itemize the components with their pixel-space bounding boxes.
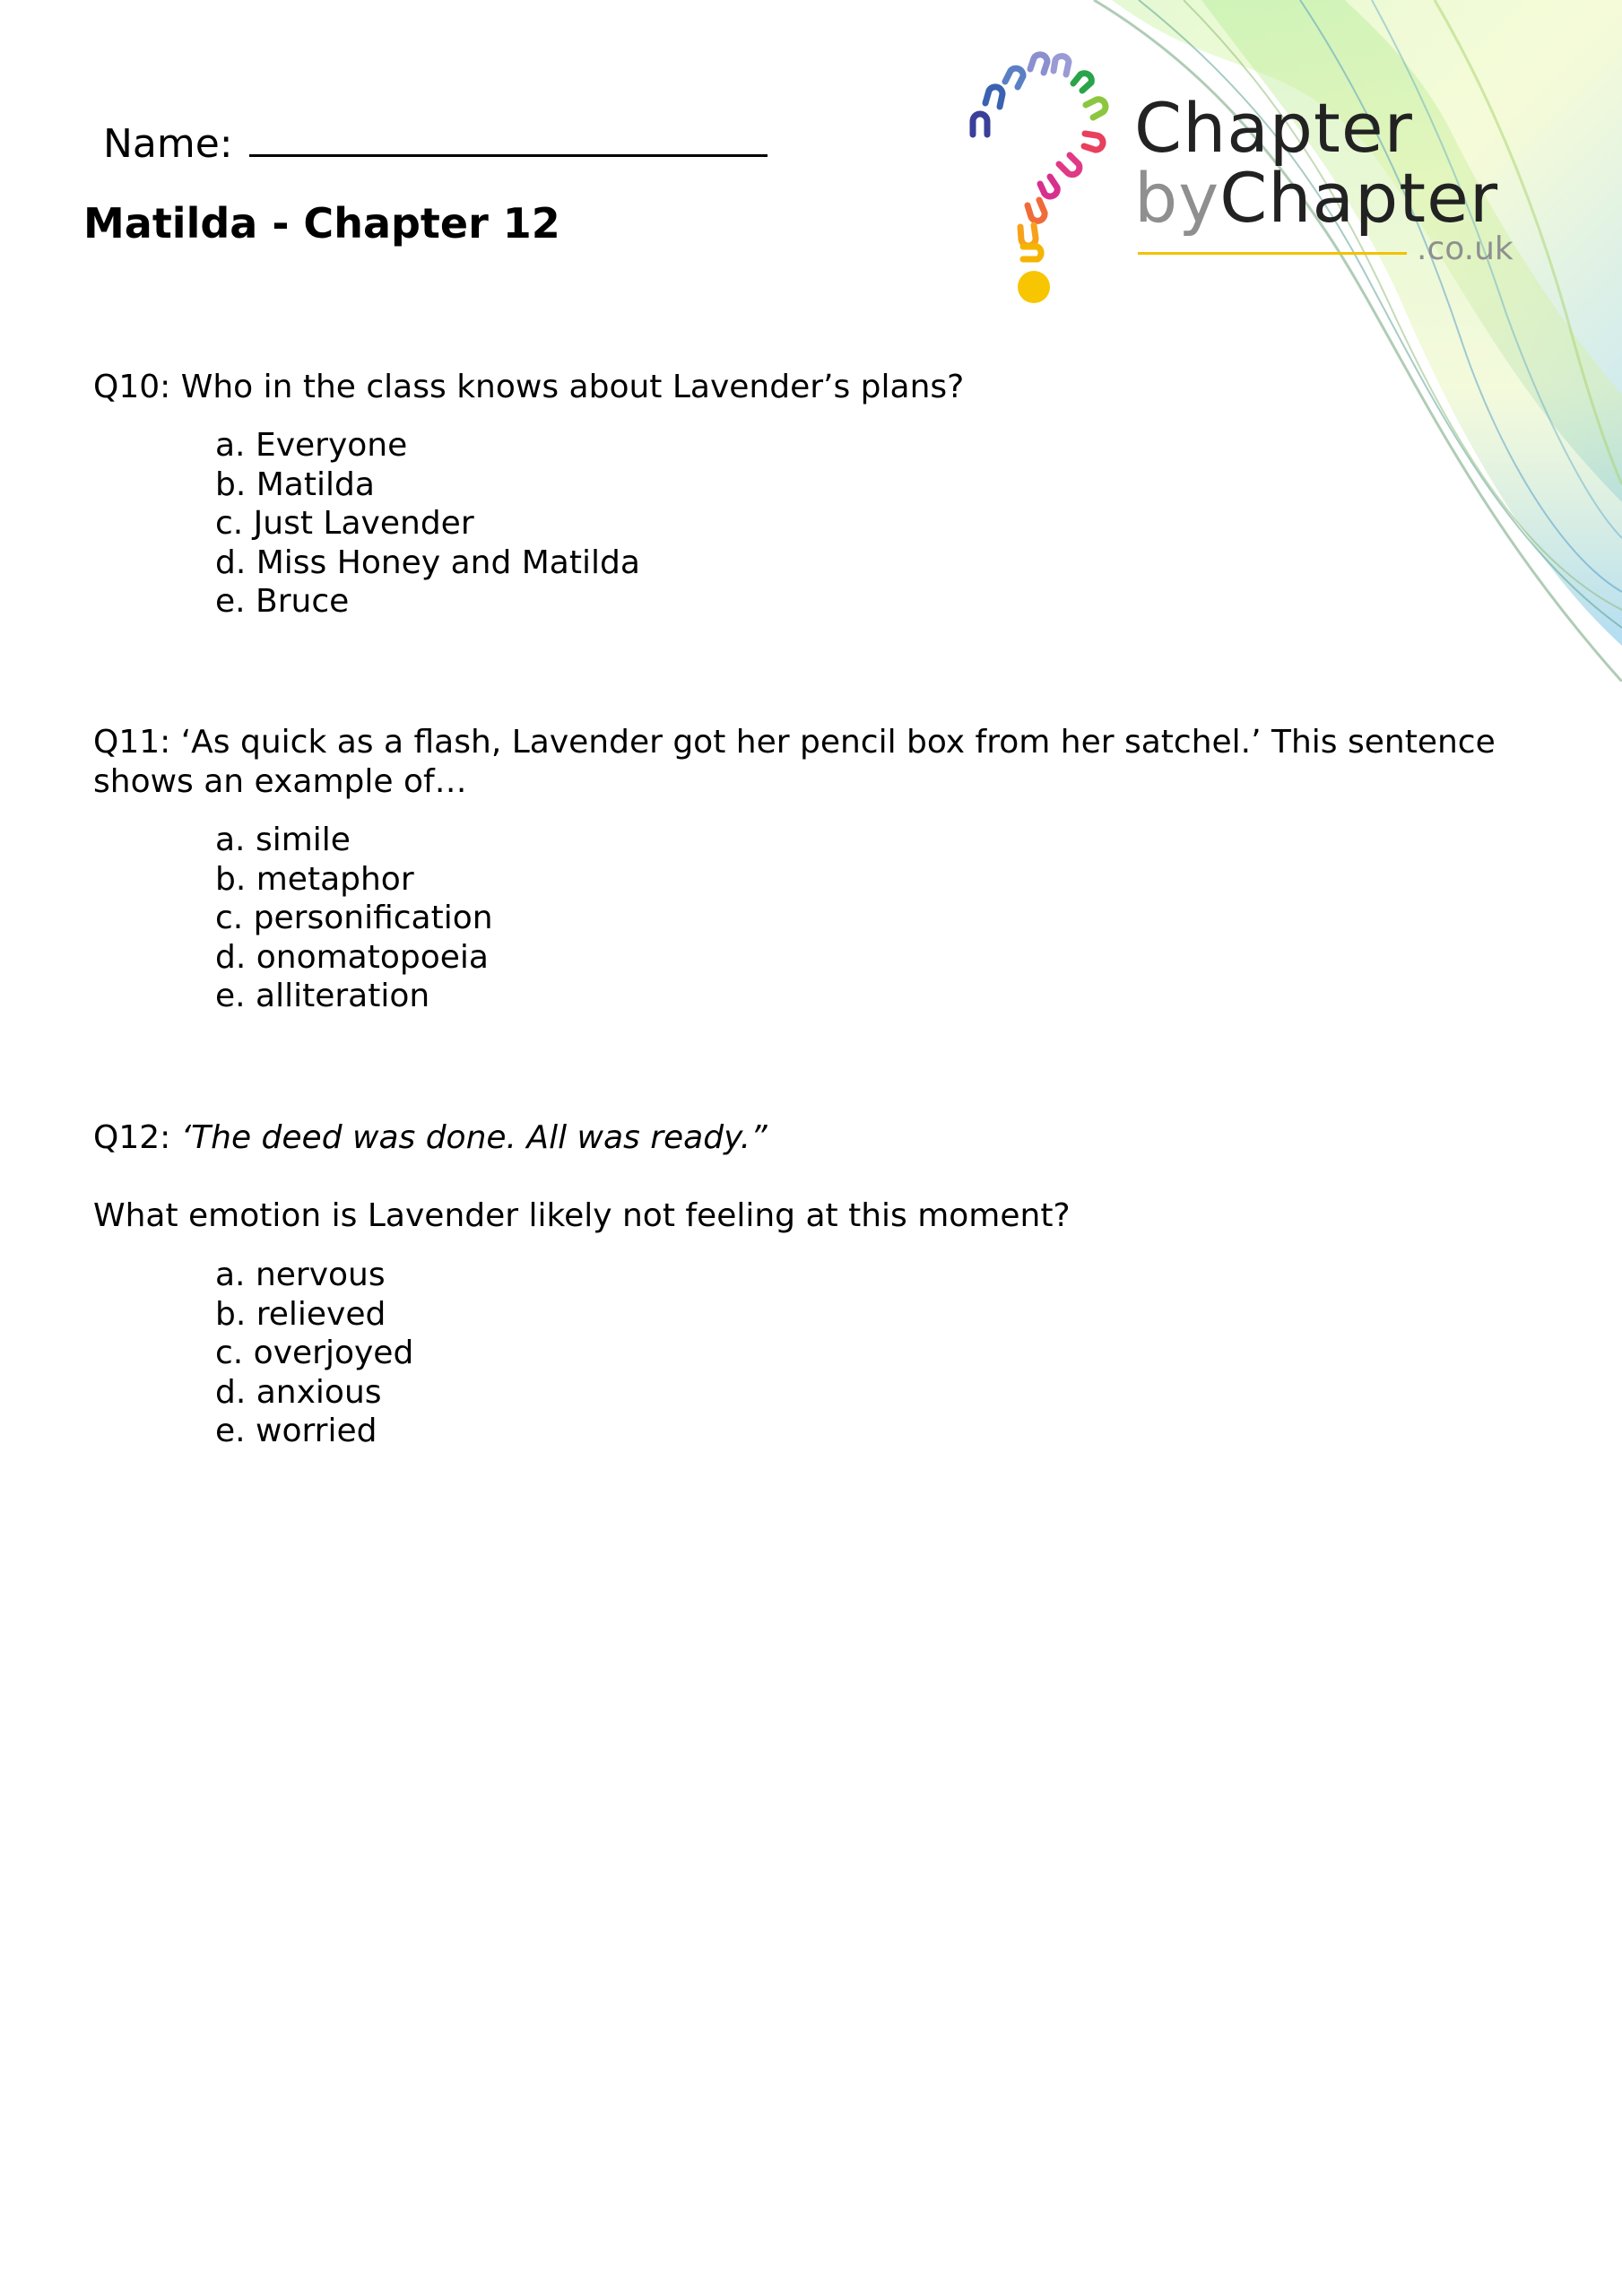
question-11-prompt: Q11: ‘As quick as a flash, Lavender got her pencil box from her satchel.’ This sentence shows an example of… [93, 724, 1496, 800]
logo-text-chapter: Chapter [1134, 88, 1413, 168]
option-item: c. personification [215, 900, 493, 936]
option-item: b. relieved [215, 1295, 386, 1333]
question-11-options [215, 821, 493, 1016]
name-write-line[interactable] [249, 115, 768, 157]
logo-text-by-chapter [1134, 158, 1499, 238]
question-12-options [215, 1256, 413, 1451]
worksheet-title: Matilda - Chapter 12 [83, 199, 560, 248]
option-item: a. nervous [215, 1257, 386, 1293]
option-item: c. Just Lavender [215, 505, 474, 542]
option-item: d. Miss Honey and Matilda [215, 544, 640, 581]
logo-underline [1138, 252, 1407, 255]
question-10-prompt: Q10: Who in the class knows about Lavender’s plans? [93, 369, 965, 405]
chapter-by-chapter-logo [964, 49, 1547, 309]
name-label: Name: [103, 121, 233, 167]
question-12-prompt [93, 1118, 1546, 1158]
option-item: a. Everyone [215, 427, 408, 464]
option-item: d. anxious [215, 1373, 382, 1411]
logo-text-by: by [1134, 158, 1220, 238]
name-row [103, 115, 768, 169]
question-10-options [215, 426, 640, 622]
logo-text-chapter-2: Chapter [1219, 158, 1499, 238]
option-item: c. overjoyed [215, 1335, 414, 1371]
option-item: a. simile [215, 822, 351, 858]
question-12-label: Q12: [93, 1119, 181, 1156]
logo-dot [1018, 271, 1050, 303]
option-item: b. Matilda [215, 465, 375, 503]
option-item: b. metaphor [215, 860, 414, 898]
option-item: e. Bruce [215, 583, 350, 620]
option-item: e. worried [215, 1413, 377, 1449]
question-12-quote: ‘The deed was done. All was ready.” [180, 1119, 768, 1156]
book-arch-question-mark-icon [964, 49, 1116, 309]
option-item: e. alliteration [215, 978, 430, 1014]
logo-domain: .co.uk [1417, 230, 1514, 267]
question-12-subprompt: What emotion is Lavender likely not feeling at this moment? [93, 1197, 1071, 1234]
option-item: d. onomatopoeia [215, 938, 489, 976]
